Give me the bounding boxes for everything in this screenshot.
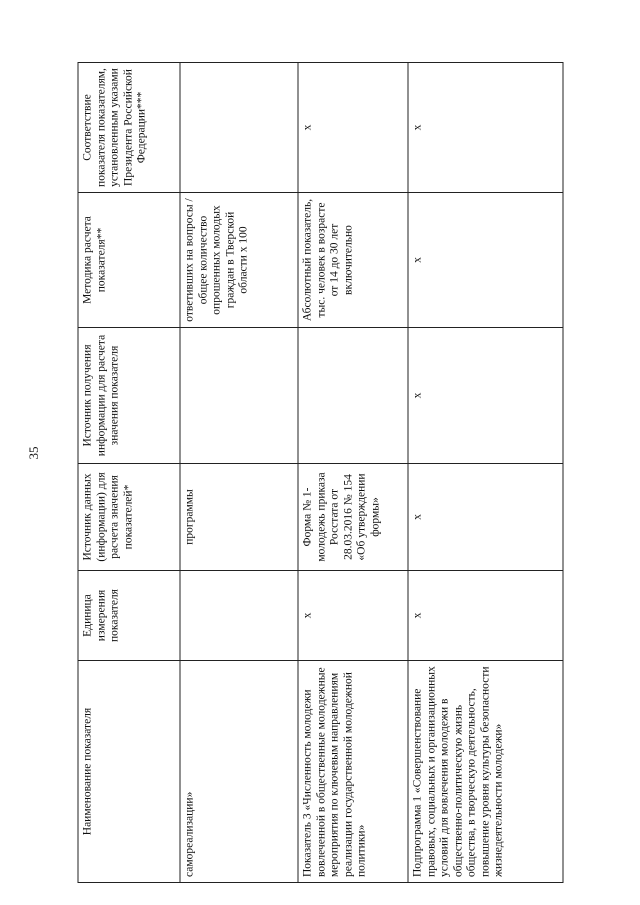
table-cell: Показатель 3 «Численность молодежи вовлеченной в общественные молодежные мероприятия по ключевым направлениям реализации государственной молодежной политики» (298, 661, 408, 883)
table-cell: ответивших на вопросы / общее количество опрошенных молодых граждан в Тверской области х 100 (180, 193, 298, 328)
table-row (298, 63, 408, 883)
table-cell: х (408, 328, 563, 464)
table-cell: Абсолютный показатель, тыс. человек в возрасте от 14 до 30 лет включительно (298, 193, 408, 328)
table-row (408, 63, 563, 883)
column-header: Наименование показателя (78, 661, 180, 883)
table-cell: х (298, 571, 408, 661)
table-cell (180, 328, 298, 464)
table-cell: х (408, 464, 563, 571)
table-cell: самореализации» (180, 661, 298, 883)
column-header: Единица измерения показателя (78, 571, 180, 661)
table-cell: х (408, 193, 563, 328)
table-cell (180, 63, 298, 193)
indicators-table (78, 62, 564, 883)
rotated-page-content (78, 63, 563, 883)
table-cell: Подпрограмма 1 «Совершенствование правовых, социальных и организационных условий для вовлечения молодежи в общественно-политическую жизнь общества, в творческую деятельность, повышение уровня культуры безопасности жизнедеятельности молодежи» (408, 661, 563, 883)
table-row (180, 63, 298, 883)
column-header: Источник данных (информации) для расчета значения показателей* (78, 464, 180, 571)
column-header: Соответствие показателя показателям, установленным указами Президента Российской Федерации*** (78, 63, 180, 193)
column-header: Методика расчета показателя** (78, 193, 180, 328)
column-header: Источник получения информации для расчета значения показателя (78, 328, 180, 464)
table-cell: программы (180, 464, 298, 571)
table-cell: х (408, 571, 563, 661)
table-header-row (78, 63, 180, 883)
table-cell: х (298, 63, 408, 193)
page-number: 35 (26, 446, 41, 460)
table-cell (180, 571, 298, 661)
table-cell: х (408, 63, 563, 193)
table-cell (298, 328, 408, 464)
table-cell: Форма № 1-молодежь приказа Росстата от 28.03.2016 № 154 «Об утверждении формы» (298, 464, 408, 571)
